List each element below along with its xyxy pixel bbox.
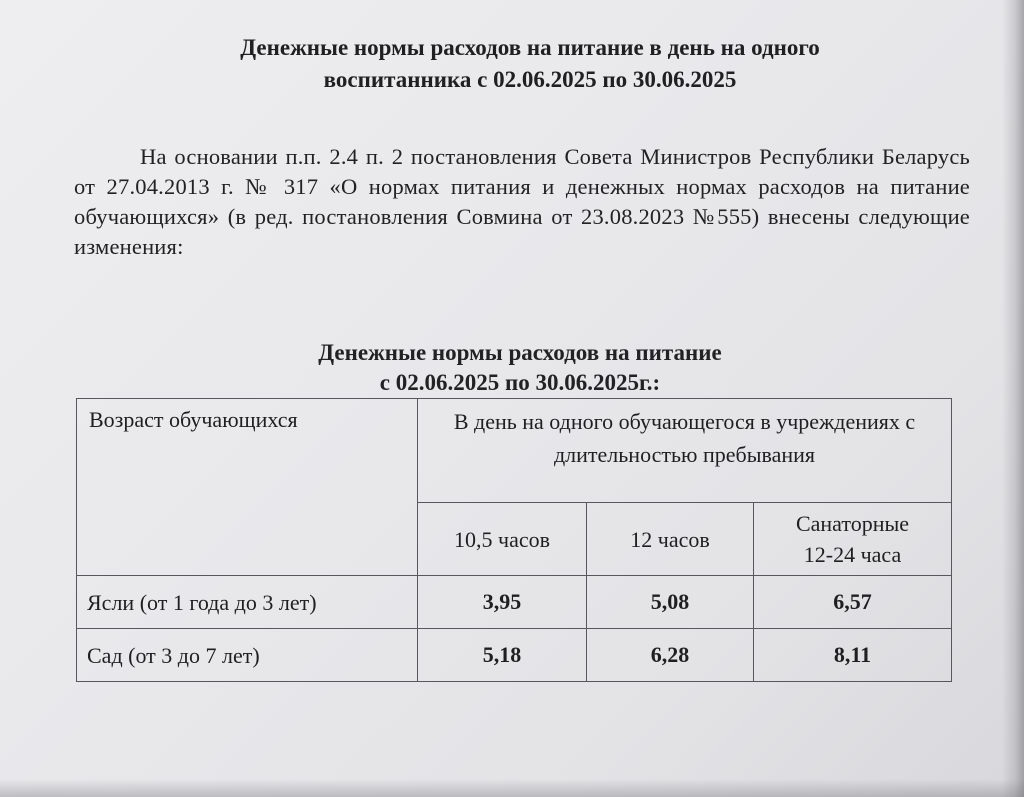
table-header-row <box>77 399 952 503</box>
cell-value: 5,18 <box>418 629 587 682</box>
cell-value: 6,57 <box>754 576 952 629</box>
paper-shadow-right <box>1002 0 1024 797</box>
row-label-nursery: Ясли (от 1 года до 3 лет) <box>77 576 418 629</box>
table-row <box>77 629 952 682</box>
body-paragraph: На основании п.п. 2.4 п. 2 постановления Совета Министров Республики Беларусь от 27.04.2013 г. № 317 «О нормах питания и денежных нормах расходов на питание обучающихся» (в ред. постановления Совмина от 23.08.2023 №555) внесены следующие изменения: <box>74 144 970 259</box>
table-title-line-2: с 02.06.2025 по 30.06.2025г.: <box>379 370 661 395</box>
cell-value: 5,08 <box>587 576 754 629</box>
paper-shadow-bottom <box>0 779 1024 797</box>
table-title-line-1: Денежные нормы расходов на питание <box>318 340 722 365</box>
stay-duration-group-header: В день на одного обучающегося в учреждениях с длительностью пребывания <box>418 399 952 503</box>
cell-value: 6,28 <box>587 629 754 682</box>
column-header-sanatorium: Санаторные 12-24 часа <box>754 503 952 576</box>
column-header-10-5-hours: 10,5 часов <box>418 503 587 576</box>
document-title-line-2: воспитанника с 02.06.2025 по 30.06.2025 <box>323 67 737 92</box>
cell-value: 3,95 <box>418 576 587 629</box>
document-title <box>150 32 910 96</box>
row-label-kindergarten: Сад (от 3 до 7 лет) <box>77 629 418 682</box>
cell-value: 8,11 <box>754 629 952 682</box>
table-row <box>77 576 952 629</box>
norms-table <box>76 398 952 682</box>
document-title-line-1: Денежные нормы расходов на питание в день на одного <box>240 35 820 60</box>
age-column-header: Возраст обучающихся <box>77 399 418 576</box>
column-header-12-hours: 12 часов <box>587 503 754 576</box>
table-title <box>160 338 880 398</box>
